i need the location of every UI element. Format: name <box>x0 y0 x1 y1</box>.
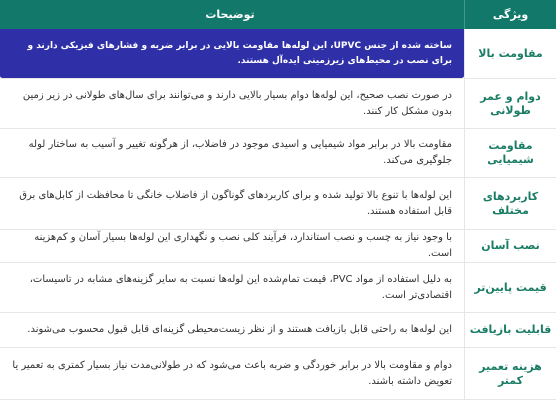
table-row <box>0 263 556 313</box>
table-row <box>0 79 556 129</box>
row-description: ساخته شده از جنس UPVC، این لوله‌ها مقاومت بالایی در برابر ضربه و فشارهای فیزیکی دارند و برای نصب در محیط‌های زیرزمینی ایده‌آل هستند. <box>0 29 464 79</box>
row-feature: هزینه تعمیر کمتر <box>464 348 556 400</box>
table-row <box>0 348 556 400</box>
row-description: در صورت نصب صحیح، این لوله‌ها دوام بسیار بالایی دارند و می‌توانند برای سال‌های طولانی در زیر زمین بدون مشکل کار کنند. <box>0 79 464 129</box>
header-feature: ویژگی <box>464 0 556 29</box>
row-description: این لوله‌ها با تنوع بالا تولید شده و برای کاربردهای گوناگون از فاضلاب خانگی تا محافظت از کابل‌های برق قابل استفاده هستند. <box>0 178 464 230</box>
row-description: به دلیل استفاده از مواد PVC، قیمت تمام‌شده این لوله‌ها نسبت به سایر گزینه‌های مشابه در تاسیسات، اقتصادی‌تر است. <box>0 263 464 313</box>
row-feature: مقاومت بالا <box>464 29 556 79</box>
table-header-row <box>0 0 556 29</box>
row-description: این لوله‌ها به راحتی قابل بازیافت هستند و از نظر زیست‌محیطی گزینه‌ای قابل قبول محسوب می‌شوند. <box>0 313 464 348</box>
row-feature: قابلیت بازیافت <box>464 313 556 348</box>
row-feature: نصب آسان <box>464 230 556 263</box>
row-feature: کاربردهای مختلف <box>464 178 556 230</box>
header-description: توضیحات <box>0 0 464 29</box>
table-row <box>0 178 556 230</box>
table-row <box>0 313 556 348</box>
row-description: دوام و مقاومت بالا در برابر خوردگی و ضربه باعث می‌شود که در طولانی‌مدت نیاز بسیار کمتری به تعمیر یا تعویض داشته باشند. <box>0 348 464 400</box>
row-feature: قیمت پایین‌تر <box>464 263 556 313</box>
row-feature: مقاومت شیمیایی <box>464 129 556 178</box>
table-row <box>0 129 556 178</box>
row-description: با وجود نیاز به چسب و نصب استاندارد، فرآیند کلی نصب و نگهداری این لوله‌ها بسیار آسان و کم‌هزینه است. <box>0 230 464 263</box>
table-row <box>0 230 556 263</box>
row-description: مقاومت بالا در برابر مواد شیمیایی و اسیدی موجود در فاضلاب، از هرگونه تغییر و آسیب به ساختار لوله جلوگیری می‌کند. <box>0 129 464 178</box>
table-row <box>0 29 556 79</box>
row-feature: دوام و عمر طولانی <box>464 79 556 129</box>
